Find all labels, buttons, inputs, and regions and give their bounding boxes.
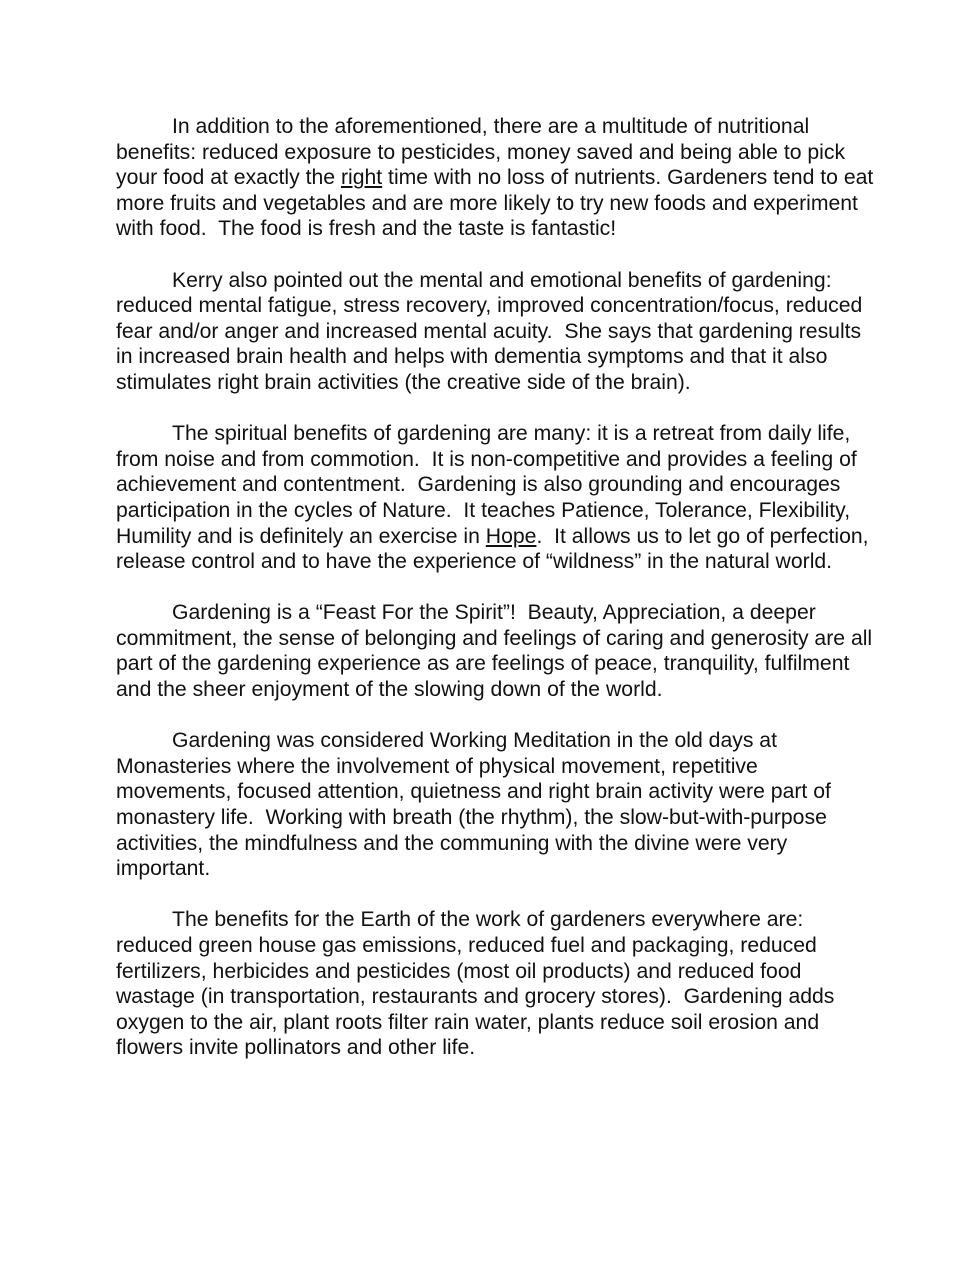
paragraph-text: . It allows us to let go of perfection, release control and to have the experience of “wildness” in the natural world. (116, 524, 875, 574)
paragraph-earth-benefits: The benefits for the Earth of the work of gardeners everywhere are: reduced green house gas emissions, reduced fuel and packaging, reduced fertilizers, herbicides and pesticides (most oil products) and reduced food wastage (in transportation, restaurants and grocery stores). Gardening adds oxygen to the air, plant roots filter rain water, plants reduce soil erosion and flowers invite pollinators and other life. (116, 908, 841, 1060)
paragraph-mental-emotional-benefits: Kerry also pointed out the mental and emotional benefits of gardening: reduced mental fatigue, stress recovery, improved concentration/focus, reduced fear and/or anger and increased mental acuity. She says that gardening results in increased brain health and helps with dementia symptoms and that it also stimulates right brain activities (the creative side of the brain). (116, 268, 869, 394)
underlined-word-hope: Hope (485, 524, 537, 548)
paragraph-text: The spiritual benefits of gardening are many: it is a retreat from daily life, from noise and from commotion. It is non-competitive and provides a feeling of achievement and contentment. Gardening is also grounding and encourages participation in the cycles of Nature. It teaches Patience, Tolerance, Flexibility, Humility and is definitely an exercise in (116, 422, 863, 548)
paragraph-text: In addition to the aforementioned, there are a multitude of nutritional benefits: reduced exposure to pesticides, money saved and being able to pick your food at exactly the (116, 115, 851, 190)
paragraph-working-meditation: Gardening was considered Working Meditation in the old days at Monasteries where the involvement of physical movement, repetitive movements, focused attention, quietness and right brain activity were part of monastery life. Working with breath (the rhythm), the slow-but-with-purpose activities, the mindfulness and the communing with the divine were very important. (116, 729, 837, 881)
paragraph-nutritional-benefits (116, 114, 880, 242)
paragraph-text: time with no loss of nutrients. Gardeners tend to eat more fruits and vegetables and are more likely to try new foods and experiment with food. The food is fresh and the taste is fantastic! (116, 166, 880, 241)
paragraph-spiritual-benefits (116, 421, 876, 575)
document-page (116, 114, 880, 1087)
paragraph-feast-for-the-spirit: Gardening is a “Feast For the Spirit”! Beauty, Appreciation, a deeper commitment, the sense of belonging and feelings of caring and generosity are all part of the gardening experience as are feelings of peace, tranquility, fulfilment and the sheer enjoyment of the slowing down of the world. (116, 601, 879, 702)
underlined-word-right: right (340, 166, 383, 190)
